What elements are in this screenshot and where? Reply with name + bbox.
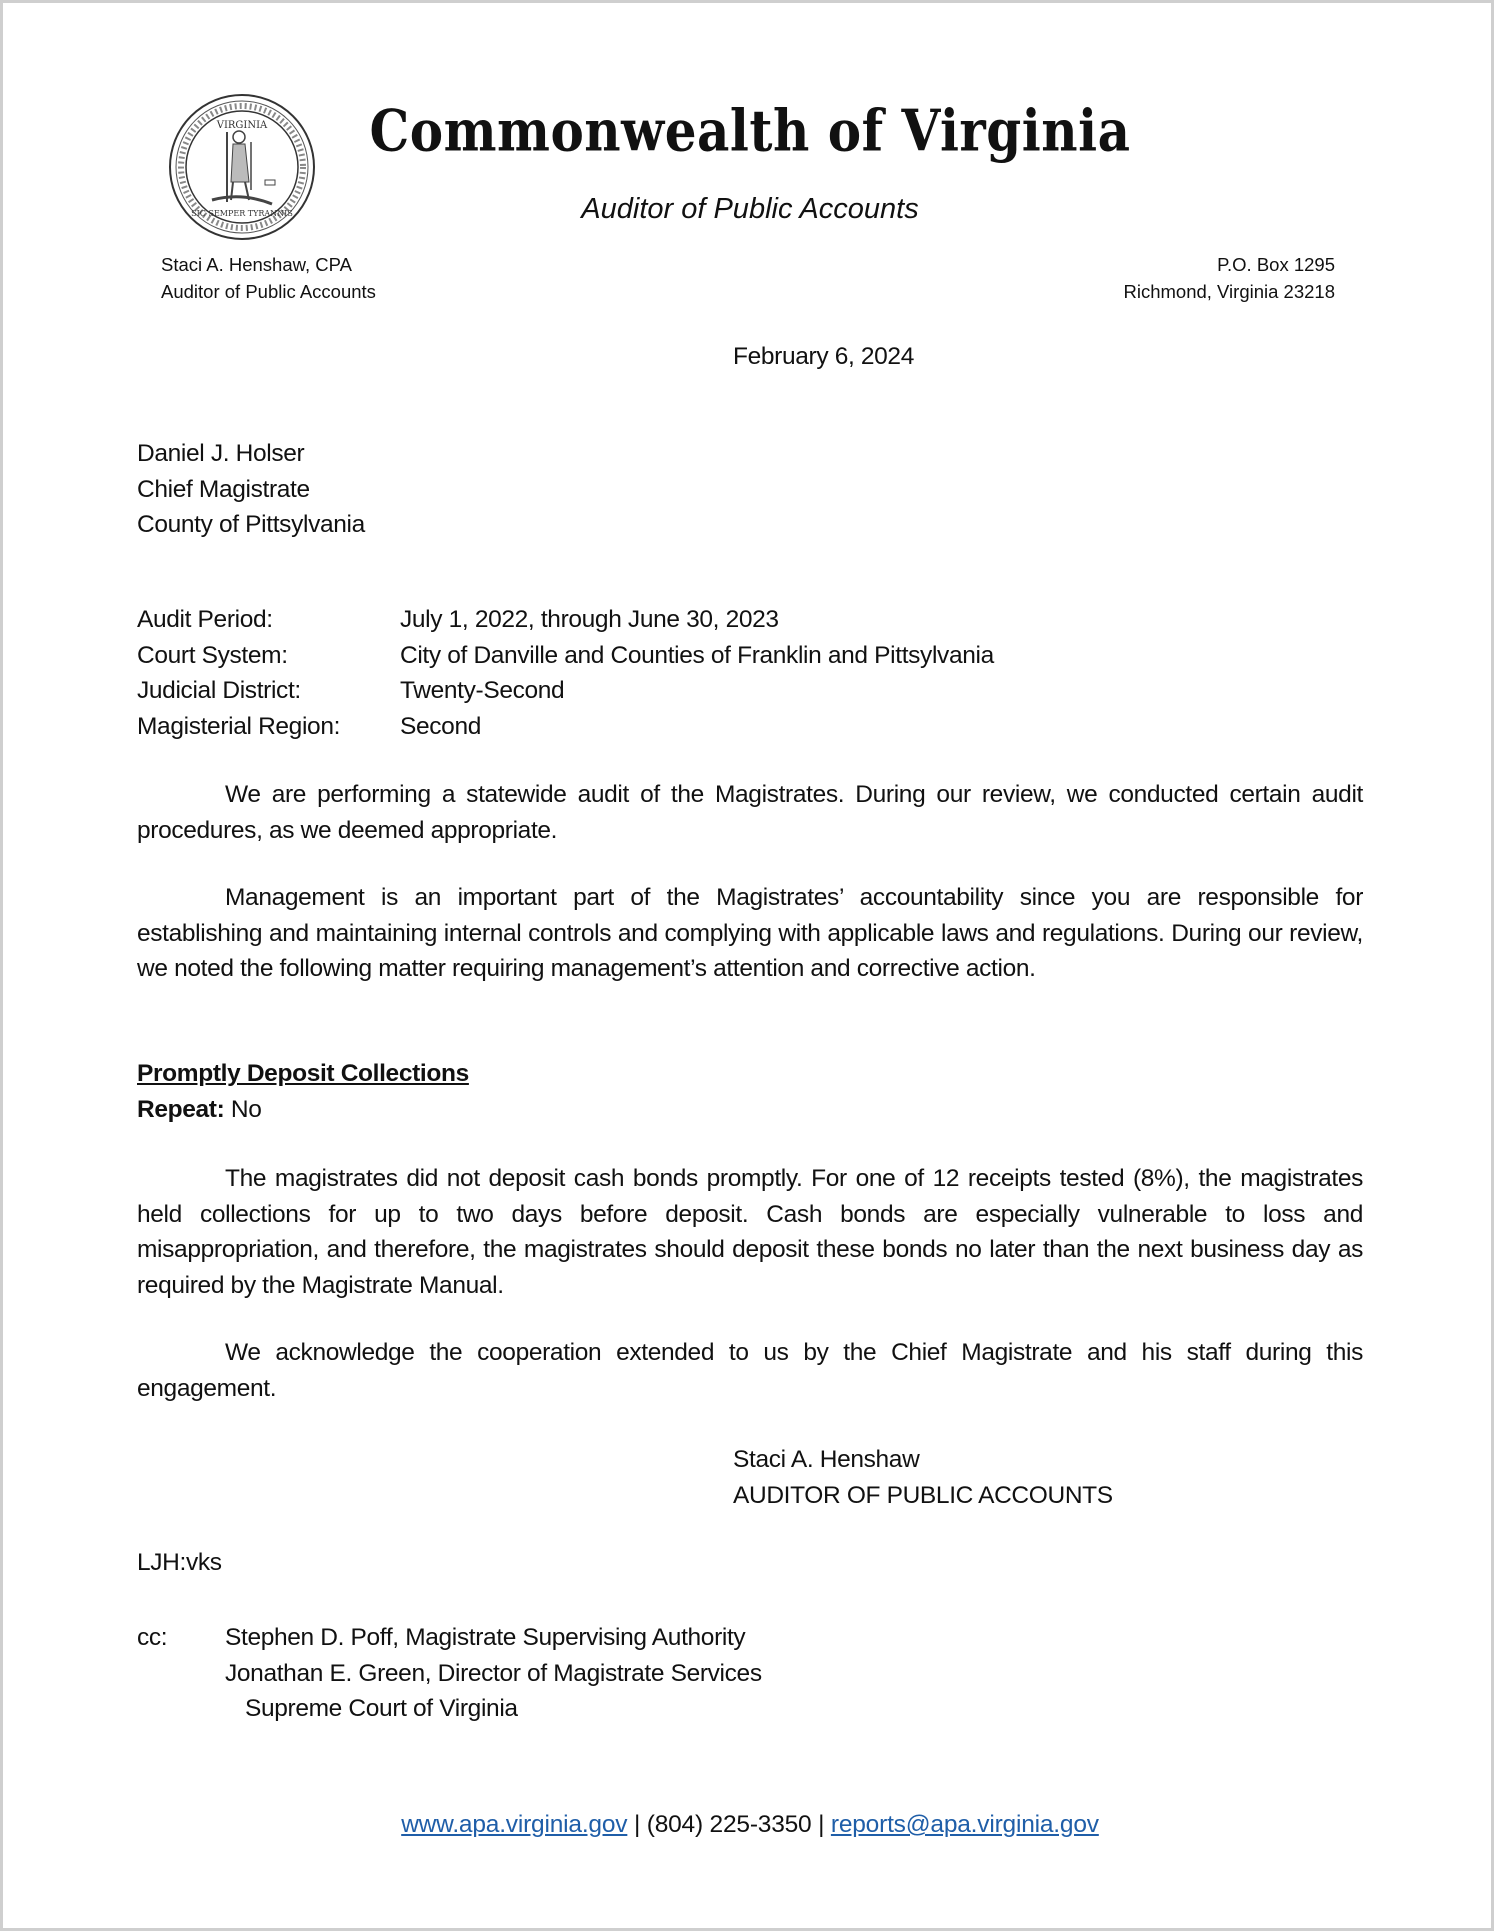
cc-recipient: Stephen D. Poff, Magistrate Supervising Authority <box>225 1624 746 1651</box>
addressee-title: Chief Magistrate <box>137 475 310 503</box>
cc-block <box>137 1620 762 1727</box>
cc-recipient: Jonathan E. Green, Director of Magistrate Services <box>225 1659 762 1687</box>
cc-row-1 <box>137 1620 762 1656</box>
intro-paragraph: We are performing a statewide audit of the Magistrates. During our review, we conducted certain audit procedures, as we deemed appropriate. <box>137 781 1363 844</box>
auditor-name: Staci A. Henshaw, CPA <box>161 254 352 275</box>
court-system-label: Court System: <box>137 641 288 669</box>
typist-initials: LJH:vks <box>137 1549 222 1576</box>
cc-row-2 <box>137 1656 762 1692</box>
finding-paragraph: The magistrates did not deposit cash bonds promptly. For one of 12 receipts tested (8%), the magistrates held collections for up to two days before deposit. Cash bonds are especially vulnerable to loss and misappropriation, and therefore, the magistrates should deposit these bonds no later than the next business day as required by the Magistrate Manual. <box>137 1165 1363 1300</box>
audit-info-block <box>137 602 994 745</box>
judicial-district-value: Twenty-Second <box>400 677 565 705</box>
mailing-address-block <box>1123 251 1335 305</box>
court-system-value: City of Danville and Counties of Franklin and Pittsylvania <box>400 641 994 669</box>
footer-separator: | <box>633 1811 641 1838</box>
magisterial-region-value: Second <box>400 713 481 741</box>
letterhead-title: Commonwealth of Virginia <box>369 96 1131 165</box>
signature-block <box>733 1442 1113 1513</box>
addressee-county: County of Pittsylvania <box>137 511 365 539</box>
addressee-block <box>137 436 365 543</box>
judicial-district-label: Judicial District: <box>137 677 301 705</box>
cc-label: cc: <box>137 1624 168 1651</box>
signer-title: AUDITOR OF PUBLIC ACCOUNTS <box>733 1481 1113 1509</box>
repeat-label: Repeat: <box>137 1096 225 1123</box>
audit-period-label: Audit Period: <box>137 606 273 633</box>
audit-period-row <box>137 602 994 638</box>
magisterial-region-label: Magisterial Region: <box>137 713 341 741</box>
signer-name: Staci A. Henshaw <box>733 1446 920 1473</box>
letterhead-subtitle: Auditor of Public Accounts <box>581 193 919 225</box>
management-paragraph: Management is an important part of the Magistrates’ accountability since you are responsible for establishing and maintaining internal controls and complying with applicable laws and regulations. During our review, we noted the following matter requiring management’s attention and corrective action. <box>137 884 1363 983</box>
svg-text:SIC SEMPER TYRANNIS: SIC SEMPER TYRANNIS <box>191 209 293 218</box>
finding-title: Promptly Deposit Collections <box>137 1060 469 1087</box>
svg-text:VIRGINIA: VIRGINIA <box>216 120 268 131</box>
footer-contact <box>3 1811 1494 1839</box>
cc-recipient-organization: Supreme Court of Virginia <box>245 1695 518 1723</box>
website-link[interactable]: www.apa.virginia.gov <box>401 1811 628 1838</box>
magisterial-region-row <box>137 709 994 745</box>
po-box: P.O. Box 1295 <box>1217 254 1335 275</box>
email-link[interactable]: reports@apa.virginia.gov <box>830 1811 1099 1838</box>
repeat-value: No <box>230 1096 262 1123</box>
phone-number: (804) 225-3350 <box>646 1811 812 1838</box>
auditor-office: Auditor of Public Accounts <box>161 281 376 302</box>
audit-period-value: July 1, 2022, through June 30, 2023 <box>400 606 779 633</box>
judicial-district-row <box>137 673 994 709</box>
letter-date: February 6, 2024 <box>733 343 914 370</box>
finding-repeat-status <box>137 1092 262 1128</box>
footer-separator: | <box>818 1811 825 1838</box>
addressee-name: Daniel J. Holser <box>137 440 305 467</box>
court-system-row <box>137 638 994 674</box>
city-state-zip: Richmond, Virginia 23218 <box>1123 281 1335 302</box>
auditor-name-block <box>161 251 376 305</box>
acknowledgment-paragraph: We acknowledge the cooperation extended to us by the Chief Magistrate and his staff during this engagement. <box>137 1339 1363 1402</box>
